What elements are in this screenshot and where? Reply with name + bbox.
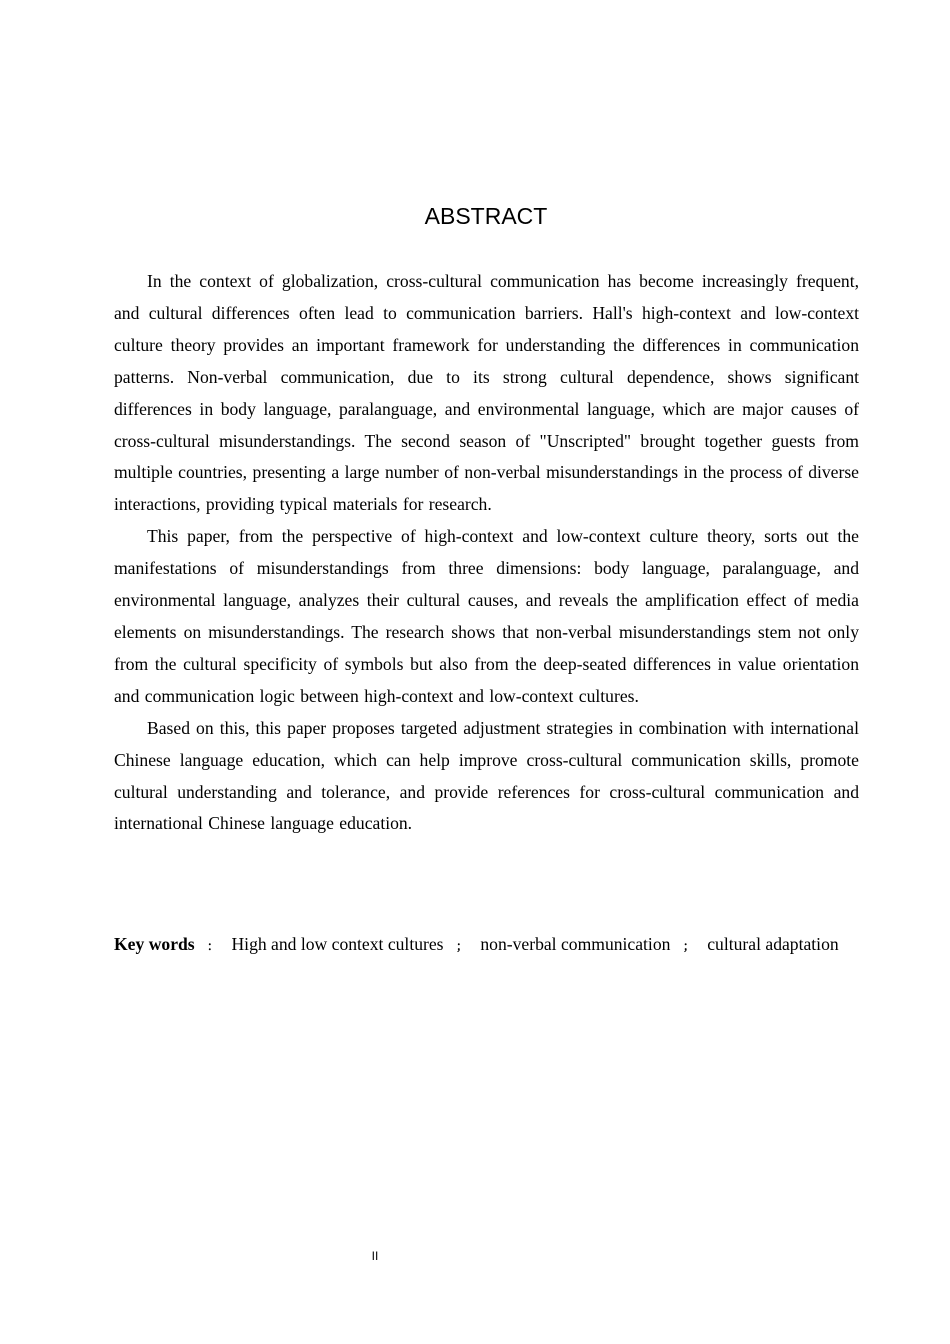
keywords-line bbox=[114, 933, 859, 957]
keywords-label-separator: ： bbox=[207, 939, 220, 953]
keywords-label: Key words bbox=[114, 934, 195, 954]
keyword-item: High and low context cultures bbox=[231, 934, 444, 954]
keyword-separator: ； bbox=[455, 939, 468, 953]
abstract-paragraph-1: In the context of globalization, cross-cultural communication has become increasingly frequent, and cultural differences often lead to communication barriers. Hall's high-context and low-context culture theory provides an important framework for understanding the differences in communication patterns. Non-verbal communication, due to its strong cultural dependence, shows significant differences in body language, paralanguage, and environmental language, which are major causes of cross-cultural misunderstandings. The second season of "Unscripted" brought together guests from multiple countries, presenting a large number of non-verbal misunderstandings in the process of diverse interactions, providing typical materials for research. bbox=[114, 271, 859, 515]
keyword-separator: ； bbox=[682, 939, 695, 953]
abstract-paragraph-2: This paper, from the perspective of high-context and low-context culture theory, sorts out the manifestations of misunderstandings from three dimensions: body language, paralanguage, and environmental language, analyzes their cultural causes, and reveals the amplification effect of media elements on misunderstandings. The research shows that non-verbal misunderstandings stem not only from the cultural specificity of symbols but also from the deep-seated differences in value orientation and communication logic between high-context and low-context cultures. bbox=[114, 526, 859, 706]
abstract-title: ABSTRACT bbox=[424, 203, 548, 229]
keyword-item: cultural adaptation bbox=[707, 934, 839, 954]
page-number: II bbox=[371, 1249, 379, 1263]
abstract-paragraph-3: Based on this, this paper proposes targeted adjustment strategies in combination with international Chinese language education, which can help improve cross-cultural communication skills, promote cultural understanding and tolerance, and provide references for cross-cultural communication and international Chinese language education. bbox=[114, 717, 859, 834]
keyword-item: non-verbal communication bbox=[480, 934, 671, 954]
abstract-body bbox=[114, 266, 859, 840]
